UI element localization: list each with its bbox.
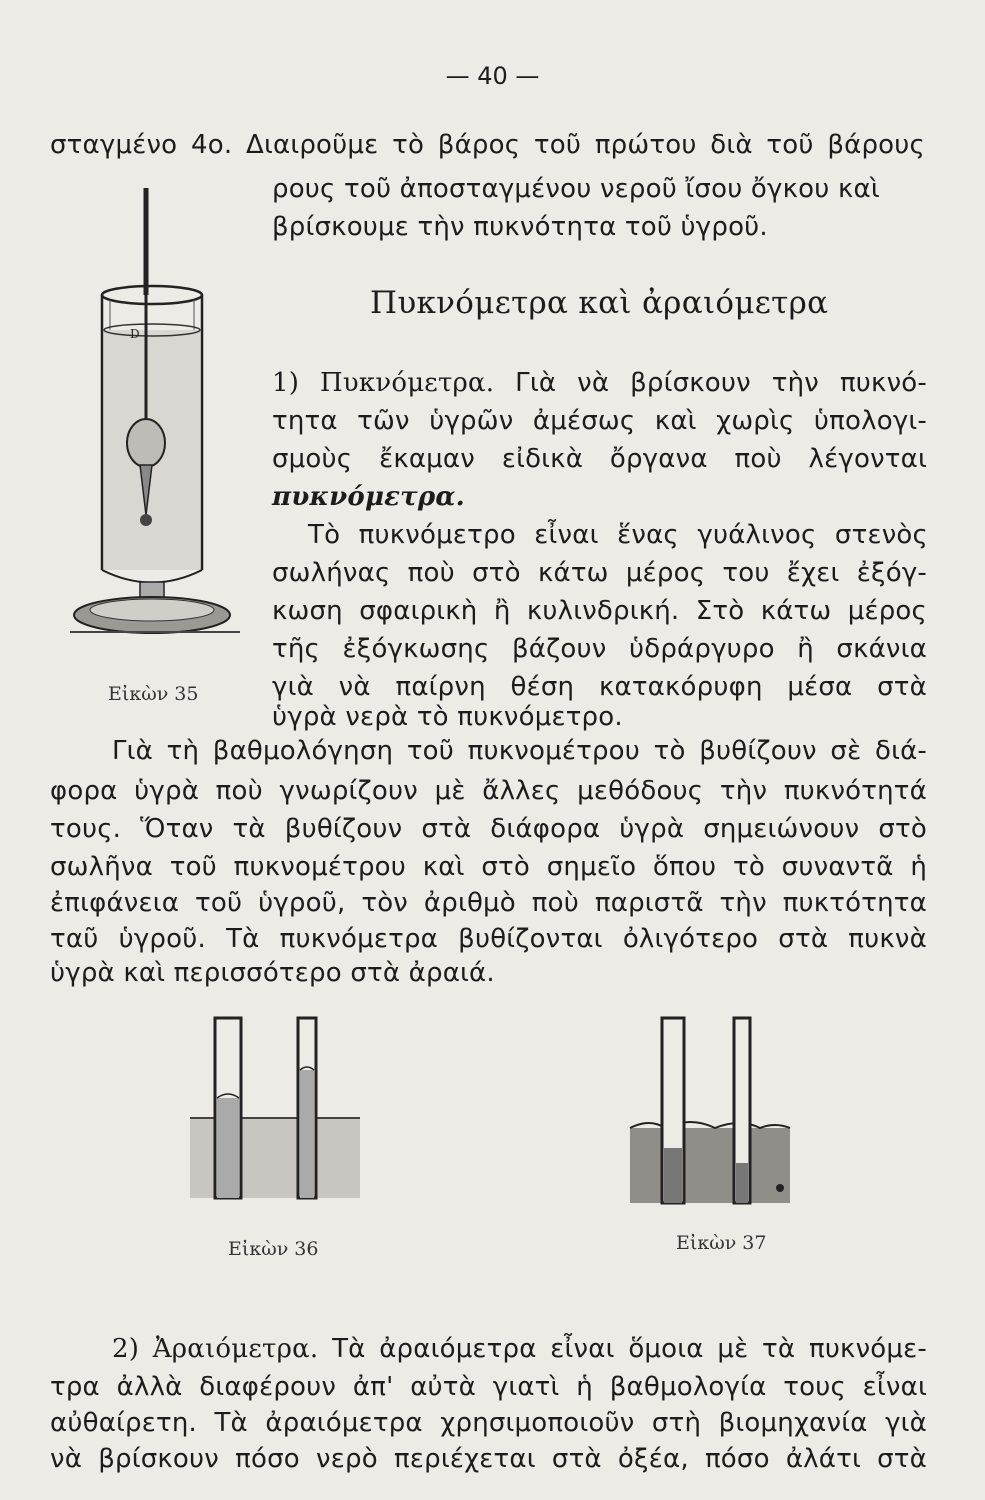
text-line-2: ρους τοῦ ἀποσταγμένου νεροῦ ἴσου ὄγκου καὶ xyxy=(272,174,880,204)
text-line-1: σταγμένο 4ο. Διαιροῦμε τὸ βάρος τοῦ πρώτου διὰ τοῦ βάρους xyxy=(50,130,925,160)
para3-line-2: φορα ὑγρὰ ποὺ γνωρίζουν μὲ ἄλλες μεθόδους τὴν πυκνότητά xyxy=(50,776,927,806)
para2-line-6: ὑγρὰ νερὰ τὸ πυκνόμετρο. xyxy=(272,702,623,732)
para2-line-5: γιὰ νὰ παίρνη θέση κατακόρυφη μέσα στὰ xyxy=(272,672,927,702)
para3-line-1: Γιὰ τὴ βαθμολόγηση τοῦ πυκνομέτρου τὸ βυθίζουν σὲ διά- xyxy=(112,736,927,766)
pyknometra-line-2: τητα τῶν ὑγρῶν ἀμέσως καὶ χωρὶς ὑπολογι- xyxy=(272,406,927,436)
para2-line-1: Τὸ πυκνόμετρο εἶναι ἕνας γυάλινος στενὸς xyxy=(308,520,928,550)
para2-line-3: κωση σφαιρικὴ ἢ κυλινδρική. Στὸ κάτω μέρος xyxy=(272,596,927,626)
page-number: — 40 — xyxy=(445,62,540,90)
para3-line-7: ὑγρὰ καὶ περισσότερο στὰ ἀραιά. xyxy=(50,958,495,988)
para3-line-6: ταῦ ὑγροῦ. Τὰ πυκνόμετρα βυθίζονται ὀλιγότερο στὰ πυκνὰ xyxy=(50,924,927,954)
para3-line-3: τους. Ὅταν τὰ βυθίζουν στὰ διάφορα ὑγρὰ σημειώνουν στὸ xyxy=(50,814,927,844)
araiometra-line-1 xyxy=(112,1332,927,1366)
para3-line-5: ἐπιφάνεια τοῦ ὑγροῦ, τὸν ἀριθμὸ ποὺ παριστᾶ τὴν πυκτότητα xyxy=(50,888,927,918)
pyknometra-line-1 xyxy=(272,366,927,400)
araiometra-title: 2) Ἀραιόμετρα. xyxy=(112,1334,319,1364)
section-heading: Πυκνόμετρα καὶ ἀραιόμετρα xyxy=(370,285,829,321)
text-line-3: βρίσκουμε τὴν πυκνότητα τοῦ ὑγροῦ. xyxy=(272,212,768,242)
pyknometra-title: 1) Πυκνόμετρα. xyxy=(272,368,495,398)
araiometra-line-3: αὐθαίρετη. Τὰ ἀραιόμετρα χρησιμοποιοῦν στὴ βιομηχανία γιὰ xyxy=(50,1408,927,1438)
para2-line-4: τῆς ἐξόγκωσης βάζουν ὑδράργυρο ἢ σκάνια xyxy=(272,634,927,664)
figure-36-capillary-illustration xyxy=(190,1018,360,1218)
araiometra-line-4: νὰ βρίσκουν πόσο νερὸ περιέχεται στὰ ὀξέα, πόσο ἀλάτι στὰ xyxy=(50,1444,927,1474)
pyknometra-line-1-text: Γιὰ νὰ βρίσκουν τὴν πυκνό- xyxy=(515,368,927,398)
para2-line-2: σωλήνας ποὺ στὸ κάτω μέρος του ἔχει ἐξόγ- xyxy=(272,558,927,588)
pyknometra-line-3: σμοὺς ἔκαμαν εἰδικὰ ὄργανα ποὺ λέγονται xyxy=(272,444,927,474)
pyknometra-term: πυκνόμετρα. xyxy=(272,482,465,512)
figure-36-caption: Εἰκὼν 36 xyxy=(228,1238,319,1260)
figure-35-pycnometer-illustration xyxy=(60,170,270,670)
figure-37-capillary-illustration xyxy=(630,1018,800,1218)
figure-37-caption: Εἰκὼν 37 xyxy=(676,1232,767,1254)
figure-35-caption: Εἰκὼν 35 xyxy=(108,683,199,705)
araiometra-line-1-text: Τὰ ἀραιόμετρα εἶναι ὅμοια μὲ τὰ πυκνόμε- xyxy=(332,1334,927,1364)
araiometra-line-2: τρα ἀλλὰ διαφέρουν ἀπ' αὐτὰ γιατὶ ἡ βαθμολογία τους εἶναι xyxy=(50,1372,927,1402)
para3-line-4: σωλῆνα τοῦ πυκνομέτρου καὶ στὸ σημεῖο ὅπου τὸ συναντᾶ ἡ xyxy=(50,852,927,882)
svg-text:D: D xyxy=(130,327,140,341)
